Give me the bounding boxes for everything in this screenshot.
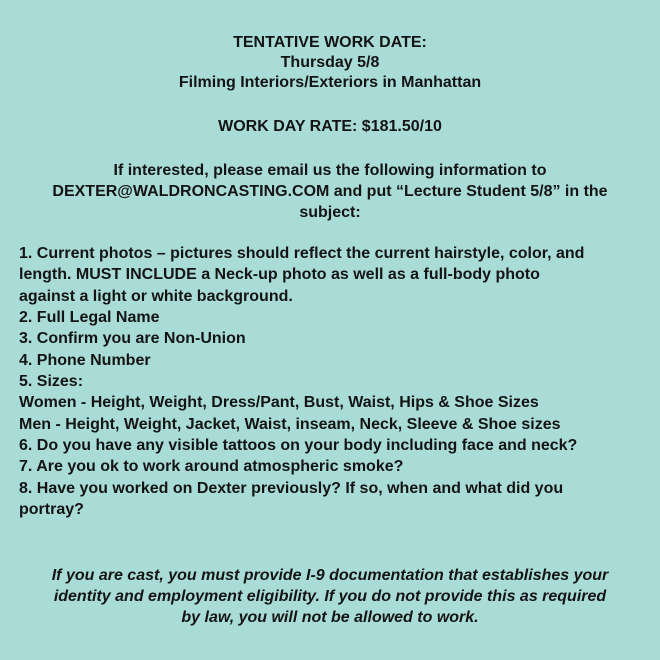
list-line: 1. Current photos – pictures should reflect the current hairstyle, color, and xyxy=(19,245,585,262)
i9-notice xyxy=(0,565,660,628)
list-line: 2. Full Legal Name xyxy=(19,308,160,326)
header-date: Thursday 5/8 xyxy=(280,54,380,71)
intro-line: DEXTER@WALDRONCASTING.COM and put “Lecture Student 5/8” in the xyxy=(52,183,608,200)
notice-line: If you are cast, you must provide I-9 documentation that establishes your xyxy=(51,567,609,584)
notice-line: identity and employment eligibility. If you do not provide this as required xyxy=(53,588,607,605)
list-line: 5. Sizes: xyxy=(19,372,84,390)
list-line: length. MUST INCLUDE a Neck-up photo as well as a full-body photo xyxy=(19,266,540,284)
intro-line: If interested, please email us the following information to xyxy=(113,162,547,179)
work-date-header xyxy=(0,33,660,93)
list-line: 7. Are you ok to work around atmospheric smoke? xyxy=(19,458,404,476)
header-location: Filming Interiors/Exteriors in Manhattan xyxy=(178,74,482,91)
rate-text: WORK DAY RATE: $181.50/10 xyxy=(218,118,442,135)
list-line: 4. Phone Number xyxy=(19,351,151,369)
intro-line: subject: xyxy=(299,204,361,221)
list-line: 6. Do you have any visible tattoos on your body including face and neck? xyxy=(19,436,578,454)
list-line: 8. Have you worked on Dexter previously? If so, when and what did you xyxy=(19,479,564,497)
list-line: against a light or white background. xyxy=(19,287,293,305)
intro-paragraph xyxy=(0,160,660,223)
header-title: TENTATIVE WORK DATE: xyxy=(233,34,427,51)
list-line: Men - Height, Weight, Jacket, Waist, inseam, Neck, Sleeve & Shoe sizes xyxy=(19,415,561,433)
notice-line: by law, you will not be allowed to work. xyxy=(181,609,479,626)
work-day-rate xyxy=(0,117,660,137)
list-line: portray? xyxy=(19,500,84,518)
list-line: 3. Confirm you are Non-Union xyxy=(19,330,246,348)
list-line: Women - Height, Weight, Dress/Pant, Bust, Waist, Hips & Shoe Sizes xyxy=(19,394,539,412)
requirements-list xyxy=(19,243,649,520)
